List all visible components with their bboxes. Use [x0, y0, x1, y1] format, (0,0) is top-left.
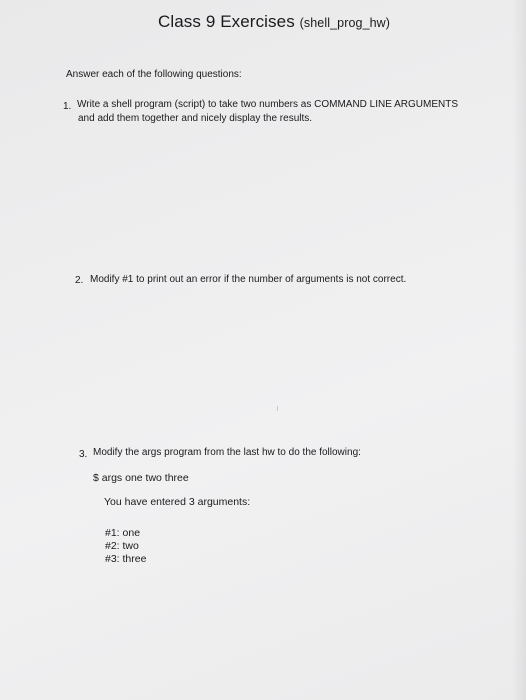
paper-mark [277, 406, 278, 411]
question-2-line-1: Modify #1 to print out an error if the number of arguments is not correct. [90, 274, 407, 285]
page-title [158, 12, 390, 32]
question-1-line-2: and add them together and nicely display the results. [78, 113, 313, 124]
question-3-line-1: Modify the args program from the last hw to do the following: [93, 447, 361, 458]
title-subtitle: (shell_prog_hw) [299, 16, 391, 30]
question-1-line-1: Write a shell program (script) to take two numbers as COMMAND LINE ARGUMENTS [77, 99, 459, 110]
example-item-2: #2: two [105, 540, 139, 552]
question-2-number: 2. [75, 275, 84, 286]
example-response: You have entered 3 arguments: [104, 496, 251, 508]
example-item-3: #3: three [105, 553, 147, 565]
title-main: Class 9 Exercises [158, 12, 295, 31]
page-edge-shadow [512, 0, 526, 700]
question-1-number: 1. [63, 101, 72, 112]
example-command: $ args one two three [93, 472, 189, 484]
question-3-number: 3. [79, 449, 88, 460]
instructions: Answer each of the following questions: [66, 69, 242, 80]
example-item-1: #1: one [105, 527, 141, 539]
